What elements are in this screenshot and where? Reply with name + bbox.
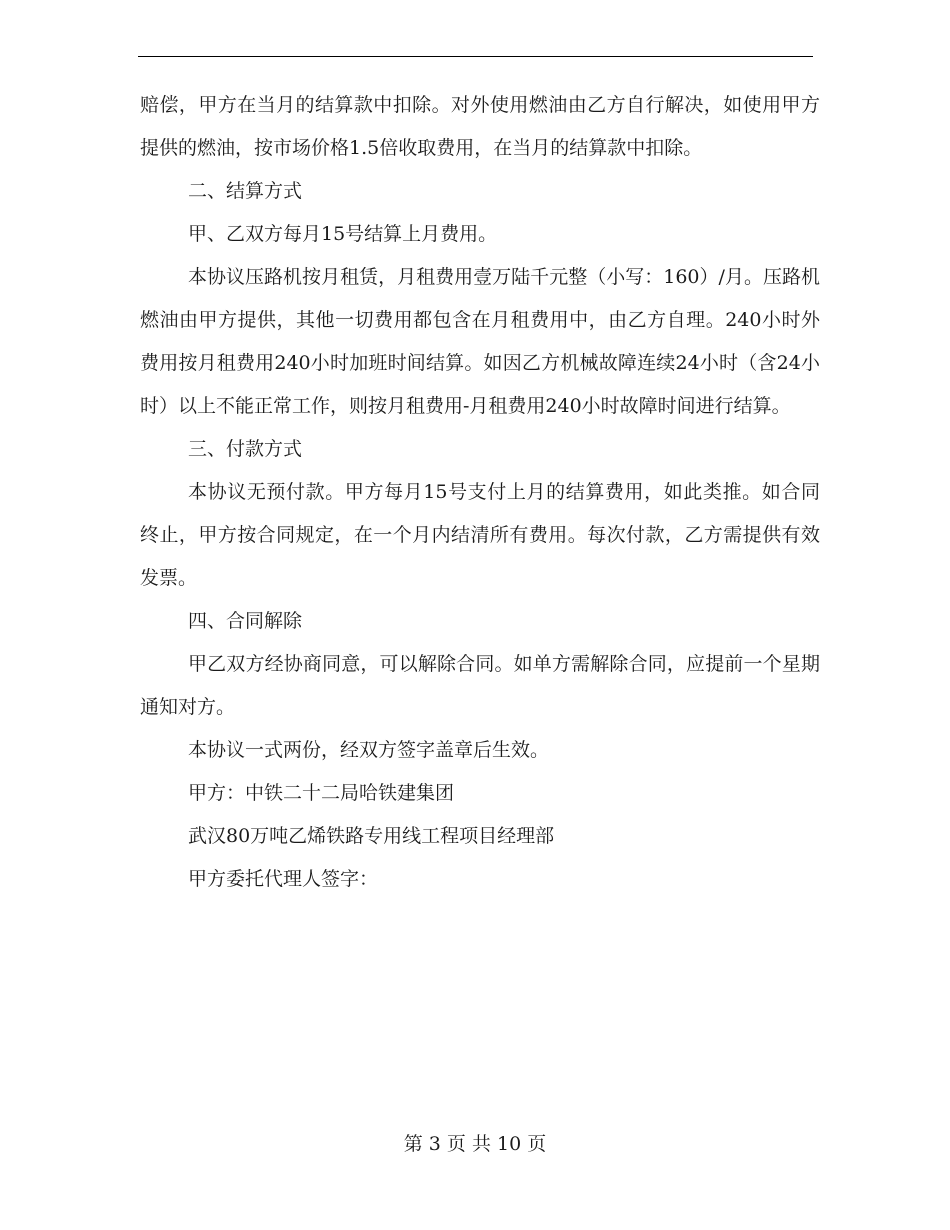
party-a-department: 武汉80万吨乙烯铁路专用线工程项目经理部 — [188, 825, 555, 847]
page-number-footer: 第 3 页 共 10 页 — [403, 1133, 547, 1155]
section-heading-payment: 三、付款方式 — [188, 438, 303, 460]
paragraph-rental-fee: 本协议压路机按月租赁，月租费用壹万陆千元整（小写：160）/月。压路机燃油由甲方提供，其他一切费用都包含在月租费用中，由乙方自理。240小时外费用按月租费用240小时加班时间结算。如因乙方机械故障连续24小时（含24小时）以上不能正常工作，则按月租费用-月租费用240小时故障时间进行结算。 — [140, 266, 820, 417]
paragraph-payment-terms: 本协议无预付款。甲方每月15号支付上月的结算费用，如此类推。如合同终止，甲方按合同规定，在一个月内结清所有费用。每次付款，乙方需提供有效发票。 — [140, 481, 820, 589]
party-a-agent-signature-label: 甲方委托代理人签字： — [188, 868, 379, 890]
paragraph-copies-effect: 本协议一式两份，经双方签字盖章后生效。 — [188, 739, 550, 761]
paragraph-settlement-date: 甲、乙双方每月15号结算上月费用。 — [188, 223, 498, 245]
header-rule — [138, 56, 813, 57]
section-heading-settlement: 二、结算方式 — [188, 180, 303, 202]
document-body — [140, 84, 820, 901]
party-a-name: 甲方：中铁二十二局哈铁建集团 — [188, 782, 455, 804]
paragraph-termination-terms: 甲乙双方经协商同意，可以解除合同。如单方需解除合同，应提前一个星期通知对方。 — [140, 653, 820, 718]
section-heading-termination: 四、合同解除 — [188, 610, 303, 632]
paragraph-compensation-continued: 赔偿，甲方在当月的结算款中扣除。对外使用燃油由乙方自行解决，如使用甲方提供的燃油，按市场价格1.5倍收取费用，在当月的结算款中扣除。 — [140, 94, 820, 159]
